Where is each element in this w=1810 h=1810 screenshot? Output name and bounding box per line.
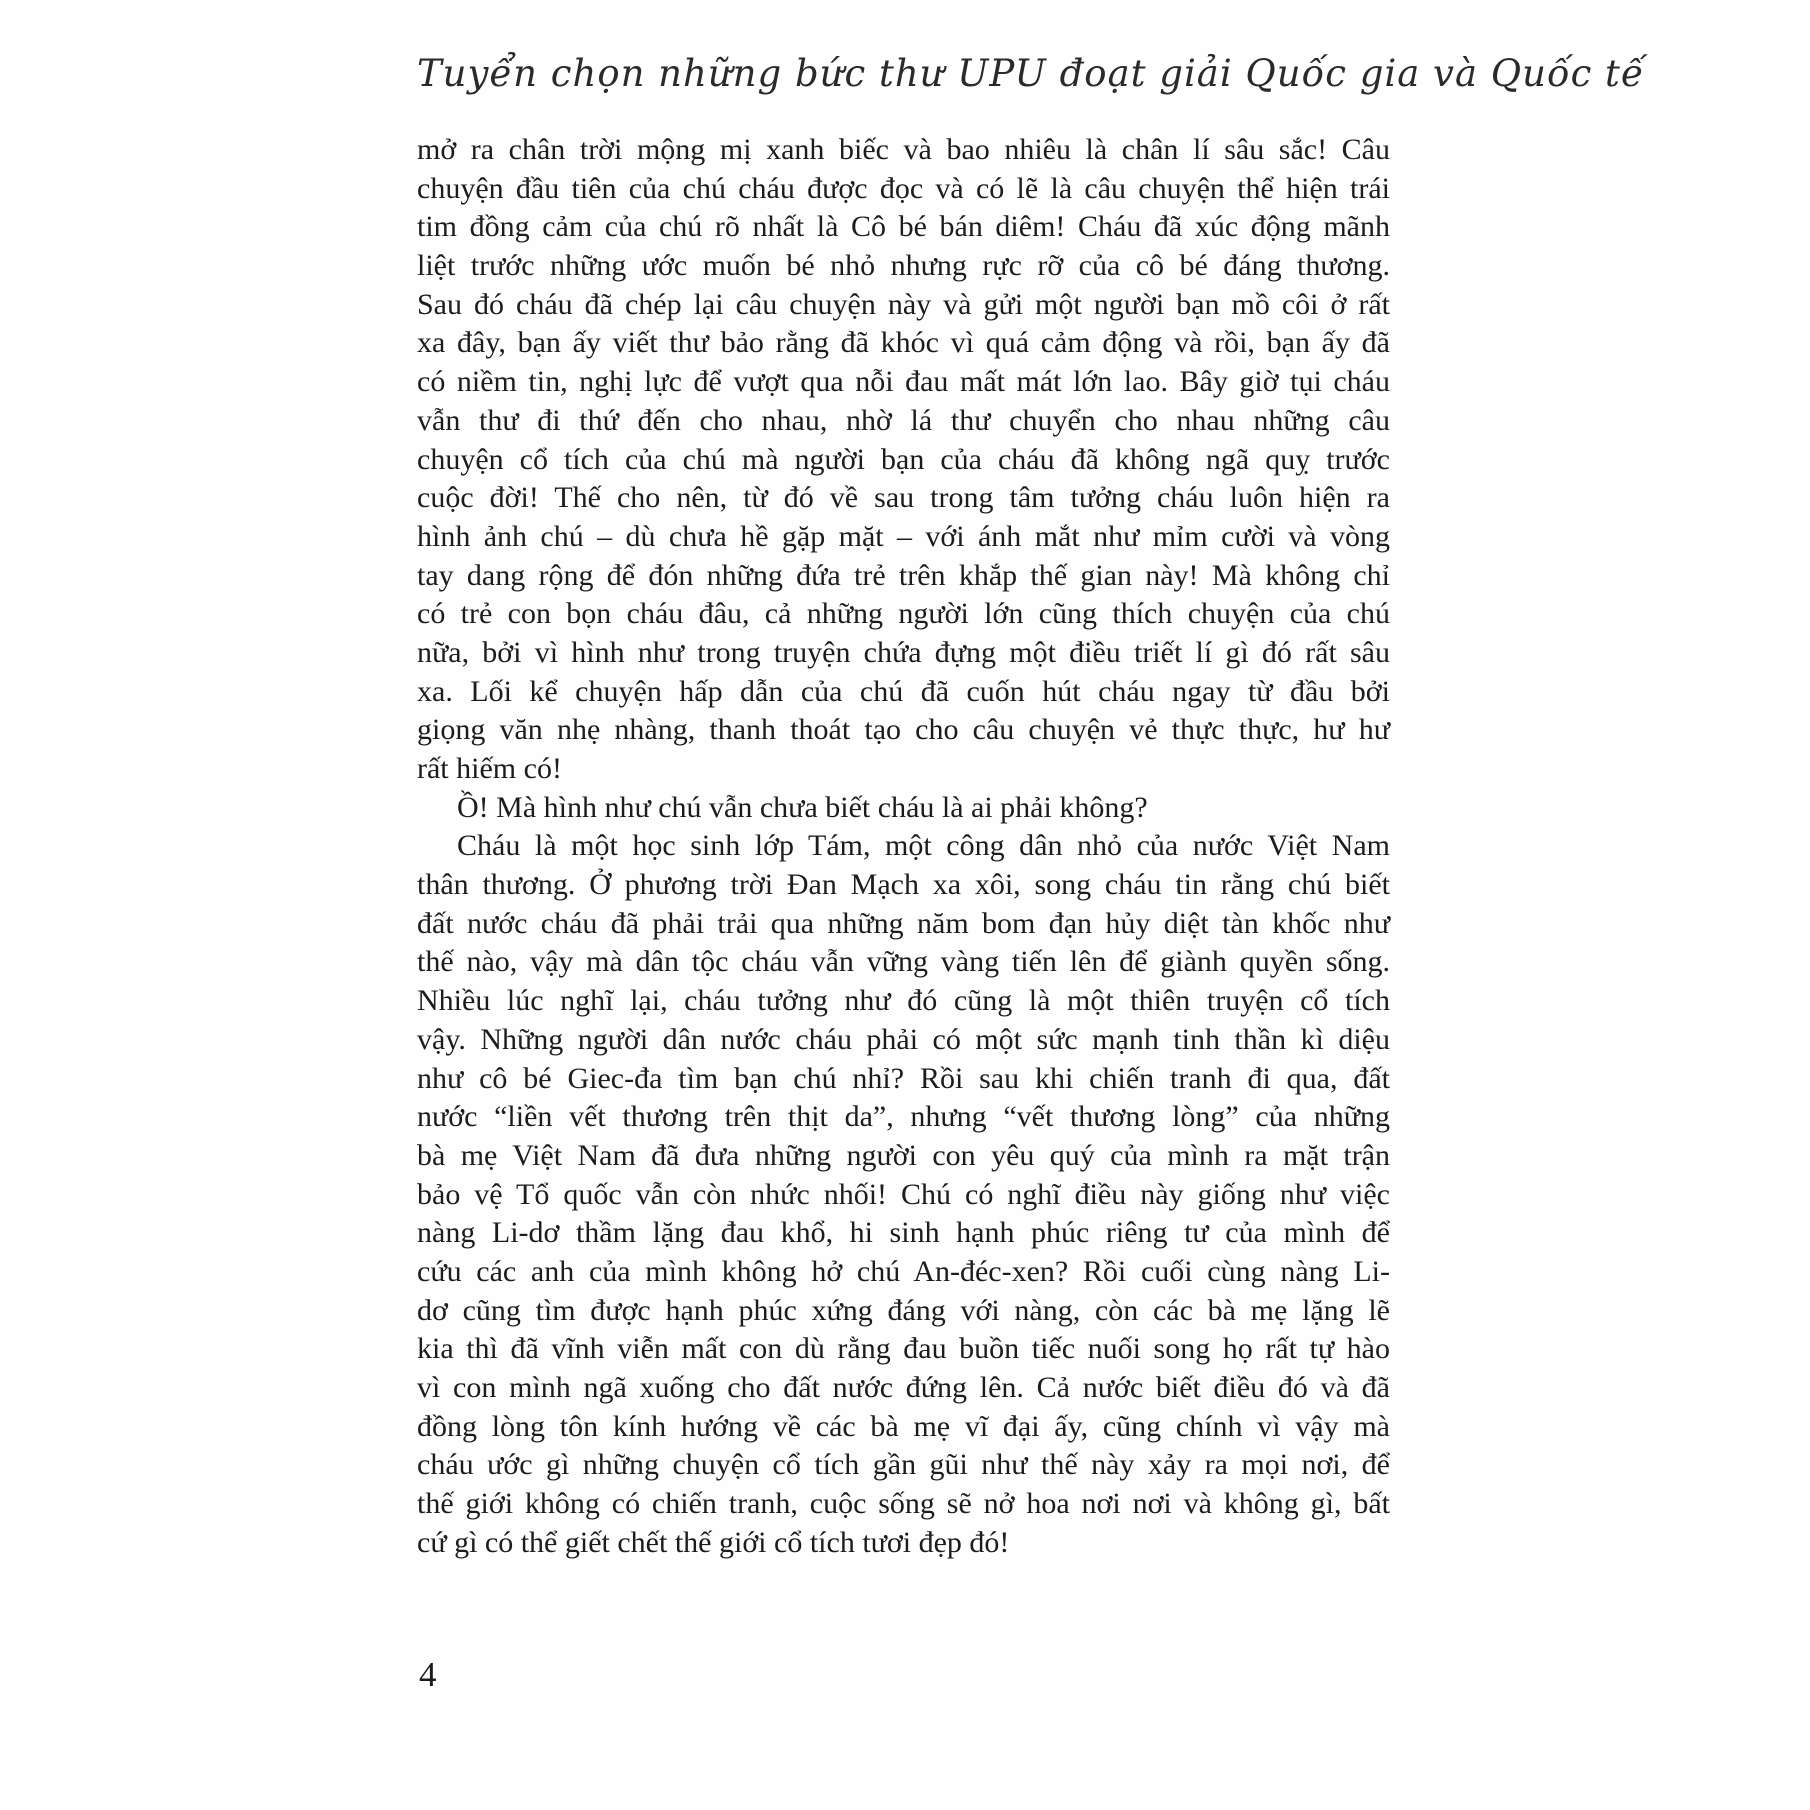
text-line: như cô bé Giec-đa tìm bạn chú nhỉ? Rồi sau khi chiến tranh đi qua, đất xyxy=(417,1061,1390,1095)
text-line: nữa, bởi vì hình như trong truyện chứa đựng một điều triết lí gì đó rất sâu xyxy=(417,635,1390,669)
text-line: thân thương. Ở phương trời Đan Mạch xa xôi, song cháu tin rằng chú biết xyxy=(417,868,1390,902)
text-line: cứ gì có thể giết chết thế giới cổ tích tươi đẹp đó! xyxy=(417,1525,1010,1559)
text-line: bảo vệ Tổ quốc vẫn còn nhức nhối! Chú có nghĩ điều này giống như việc xyxy=(417,1177,1390,1211)
text-line: vậy. Những người dân nước cháu phải có một sức mạnh tinh thần kì diệu xyxy=(417,1022,1390,1056)
text-line: thế nào, vậy mà dân tộc cháu vẫn vững vàng tiến lên để giành quyền sống. xyxy=(417,945,1390,979)
text-line: giọng văn nhẹ nhàng, thanh thoát tạo cho câu chuyện vẻ thực thực, hư hư xyxy=(417,713,1390,747)
text-line: Cháu là một học sinh lớp Tám, một công dân nhỏ của nước Việt Nam xyxy=(457,829,1390,863)
text-line: cháu ước gì những chuyện cổ tích gần gũi như thế này xảy ra mọi nơi, để xyxy=(417,1448,1390,1482)
text-line: thế giới không có chiến tranh, cuộc sống sẽ nở hoa nơi nơi và không gì, bất xyxy=(417,1487,1390,1521)
text-line: cứu các anh của mình không hở chú An-đéc-xen? Rồi cuối cùng nàng Li- xyxy=(417,1254,1390,1288)
text-line: Nhiều lúc nghĩ lại, cháu tưởng như đó cũng là một thiên truyện cổ tích xyxy=(417,984,1390,1018)
text-line: dơ cũng tìm được hạnh phúc xứng đáng với nàng, còn các bà mẹ lặng lẽ xyxy=(417,1293,1390,1327)
text-line: xa đây, bạn ấy viết thư bảo rằng đã khóc vì quá cảm động và rồi, bạn ấy đã xyxy=(417,326,1390,360)
page-number: 4 xyxy=(419,1655,437,1694)
running-header: Tuyển chọn những bức thư UPU đoạt giải Quốc gia và Quốc tế xyxy=(417,52,1645,95)
body-text xyxy=(417,131,1390,1562)
text-line: tim đồng cảm của chú rõ nhất là Cô bé bán diêm! Cháu đã xúc động mãnh xyxy=(417,210,1390,244)
text-line: đất nước cháu đã phải trải qua những năm bom đạn hủy diệt tàn khốc như xyxy=(417,906,1390,940)
text-line: rất hiếm có! xyxy=(417,752,562,785)
text-line: Sau đó cháu đã chép lại câu chuyện này và gửi một người bạn mồ côi ở rất xyxy=(417,287,1390,321)
text-line: có trẻ con bọn cháu đâu, cả những người lớn cũng thích chuyện của chú xyxy=(417,597,1390,631)
text-line: bà mẹ Việt Nam đã đưa những người con yêu quý của mình ra mặt trận xyxy=(417,1138,1390,1172)
text-line: vì con mình ngã xuống cho đất nước đứng lên. Cả nước biết điều đó và đã xyxy=(417,1371,1390,1404)
text-line: xa. Lối kể chuyện hấp dẫn của chú đã cuốn hút cháu ngay từ đầu bởi xyxy=(417,674,1390,708)
text-line: vẫn thư đi thứ đến cho nhau, nhờ lá thư chuyển cho nhau những câu xyxy=(417,403,1390,437)
text-line: liệt trước những ước muốn bé nhỏ nhưng rực rỡ của cô bé đáng thương. xyxy=(417,249,1390,283)
text-line: kia thì đã vĩnh viễn mất con dù rằng đau buồn tiếc nuối song họ rất tự hào xyxy=(417,1332,1390,1366)
text-line: nàng Li-dơ thầm lặng đau khổ, hi sinh hạnh phúc riêng tư của mình để xyxy=(417,1216,1390,1250)
text-line: chuyện cổ tích của chú mà người bạn của cháu đã không ngã quỵ trước xyxy=(417,442,1390,476)
text-line: chuyện đầu tiên của chú cháu được đọc và có lẽ là câu chuyện thể hiện trái xyxy=(417,171,1390,205)
text-line: đồng lòng tôn kính hướng về các bà mẹ vĩ đại ấy, cũng chính vì vậy mà xyxy=(417,1409,1390,1443)
text-line: hình ảnh chú – dù chưa hề gặp mặt – với ánh mắt như mỉm cười và vòng xyxy=(417,519,1390,553)
text-line: Ồ! Mà hình như chú vẫn chưa biết cháu là ai phải không? xyxy=(457,790,1148,824)
text-line: có niềm tin, nghị lực để vượt qua nỗi đau mất mát lớn lao. Bây giờ tụi cháu xyxy=(417,365,1390,399)
text-line: cuộc đời! Thế cho nên, từ đó về sau trong tâm tưởng cháu luôn hiện ra xyxy=(417,481,1390,515)
text-line: nước “liền vết thương trên thịt da”, nhưng “vết thương lòng” của những xyxy=(417,1100,1390,1134)
text-line: mở ra chân trời mộng mị xanh biếc và bao nhiêu là chân lí sâu sắc! Câu xyxy=(417,133,1390,166)
text-line: tay dang rộng để đón những đứa trẻ trên khắp thế gian này! Mà không chỉ xyxy=(417,558,1390,592)
